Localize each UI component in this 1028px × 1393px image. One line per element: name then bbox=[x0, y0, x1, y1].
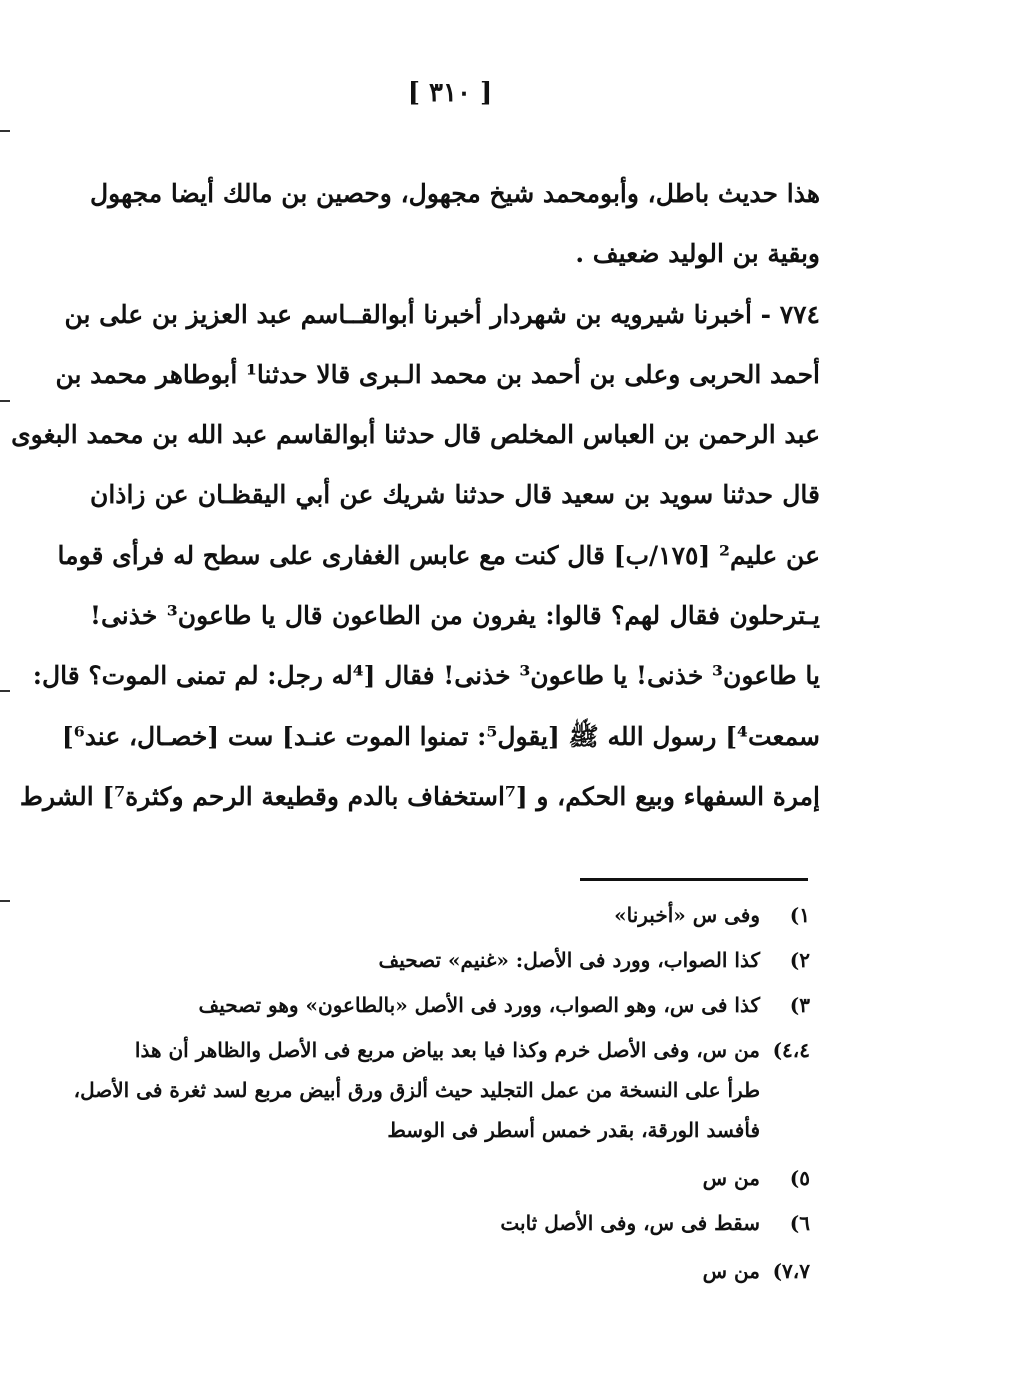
text-line: وبقية بن الوليد ضعيف . bbox=[575, 239, 820, 269]
scan-edge-mark bbox=[0, 130, 10, 132]
text-line: ٧٧٤ - أخبرنا شيرويه بن شهردار أخبرنا أبوالقــاسم عبد العزيز بن على بن bbox=[64, 299, 820, 329]
footnote-line: كذا الصواب، وورد فى الأصل: «غنيم» تصحيف bbox=[378, 948, 760, 972]
footnote bbox=[80, 895, 810, 935]
footnote-line: من س، وفى الأصل خرم وكذا فيا بعد بياض مربع فى الأصل والظاهر أن هذا bbox=[134, 1038, 760, 1062]
footnote-text bbox=[80, 1251, 760, 1291]
text-line: عن عليم² [١٧٥/ب] قال كنت مع عابس الغفارى على سطح له فرأى قوما bbox=[57, 540, 820, 570]
footnote-text bbox=[74, 1030, 760, 1150]
footnote-line: فأفسد الورقة، بقدر خمس أسطر فى الوسط bbox=[387, 1118, 760, 1142]
scan-edge-mark bbox=[0, 690, 10, 692]
footnote-line: كذا فى س، وهو الصواب، وورد فى الأصل «بالطاعون» وهو تصحيف bbox=[198, 993, 760, 1017]
footnote-number: ٤،٤) bbox=[772, 1038, 810, 1062]
footnote bbox=[73, 1030, 810, 1150]
footnote-line: طرأ على النسخة من عمل التجليد حيث ألزق ورق أبيض مربع لسد ثغرة فى الأصل، bbox=[73, 1078, 760, 1102]
footnote bbox=[80, 985, 810, 1025]
footnote-number: ٧،٧) bbox=[772, 1259, 810, 1283]
scan-edge-mark bbox=[0, 400, 10, 402]
footnote-number: ٥) bbox=[789, 1166, 810, 1190]
footnote-number: ٢) bbox=[789, 948, 810, 972]
text-line: عبد الرحمن بن العباس المخلص قال حدثنا أبوالقاسم عبد الله بن محمد البغوى bbox=[11, 420, 820, 450]
footnote-number: ٦) bbox=[789, 1211, 810, 1235]
footnote-line: وفى س «أخبرنا» bbox=[614, 903, 760, 927]
main-text bbox=[11, 164, 820, 827]
footnote-line: من س bbox=[702, 1166, 760, 1190]
text-line: يا طاعون³ خذنى! يا طاعون³ خذنى! فقال [⁴له رجل: لم تمنى الموت؟ قال: bbox=[32, 661, 820, 691]
scan-edge-mark bbox=[0, 900, 10, 902]
footnote-line: سقط فى س، وفى الأصل ثابت bbox=[500, 1211, 760, 1235]
text-line: قال حدثنا سويد بن سعيد قال حدثنا شريك عن أبي اليقظـان عن زاذان bbox=[90, 480, 820, 510]
text-line: سمعت⁴] رسول الله ﷺ [يقول⁵: تمنوا الموت عنـد] ست [خصـال، عند⁶] bbox=[61, 721, 820, 751]
text-line: إمرة السفهاء وبيع الحكم، و [⁷استخفاف بالدم وقطيعة الرحم وكثرة⁷] الشرط bbox=[19, 781, 820, 811]
footnote-number: ١) bbox=[789, 903, 810, 927]
footnote-number: ٣) bbox=[789, 993, 810, 1017]
footnote-text bbox=[80, 940, 760, 980]
footnote bbox=[80, 1251, 810, 1291]
footnotes bbox=[73, 895, 810, 1296]
footnote bbox=[80, 1158, 810, 1198]
footnote-line: من س bbox=[702, 1259, 760, 1283]
footnote-text bbox=[80, 1158, 760, 1198]
text-line: هذا حديث باطل، وأبومحمد شيخ مجهول، وحصين بن مالك أيضا مجهول bbox=[90, 179, 820, 208]
footnote-separator bbox=[580, 878, 808, 881]
text-line: يـترحلون فقال لهم؟ قالوا: يفرون من الطاعون قال يا طاعون³ خذنى! bbox=[90, 601, 820, 631]
page-number: [ ٣١٠ ] bbox=[407, 78, 493, 108]
text-line: أحمد الحربى وعلى بن أحمد بن محمد الـبرى قالا حدثنا¹ أبوطاهر محمد بن bbox=[55, 359, 820, 389]
footnote bbox=[80, 940, 810, 980]
footnote-text bbox=[80, 985, 760, 1025]
footnote-text bbox=[80, 1203, 760, 1243]
footnote bbox=[80, 1203, 810, 1243]
footnote-text bbox=[80, 895, 760, 935]
